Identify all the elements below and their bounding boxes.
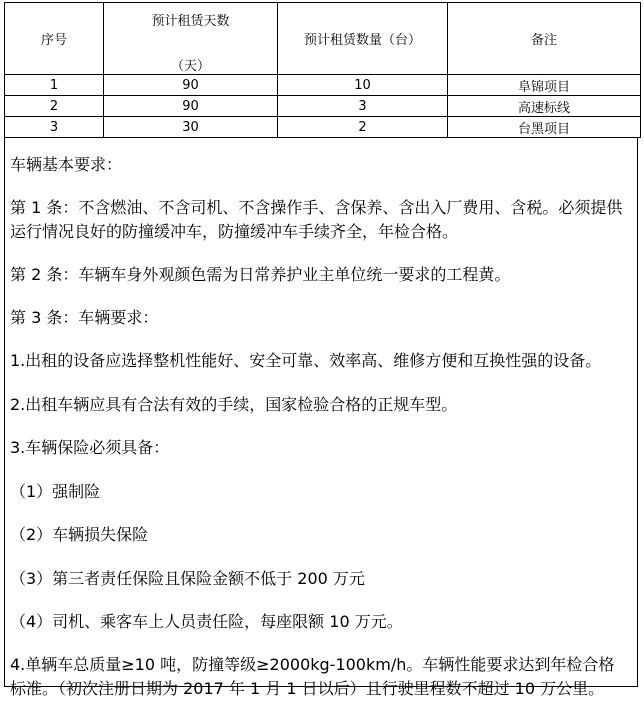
table-row — [5, 117, 641, 138]
header-remark: 备注 — [448, 3, 641, 75]
clause-2: 第 2 条：车辆车身外观颜色需为日常养护业主单位统一要求的工程黄。 — [10, 265, 511, 284]
cell-index: 3 — [5, 117, 104, 138]
header-days-line1: 预计租赁天数 — [151, 14, 230, 29]
requirement-item-3: 3.车辆保险必须具备： — [10, 438, 170, 457]
cell-index: 1 — [5, 75, 104, 96]
requirement-item-2: 2.出租车辆应具有合法有效的手续，国家检验合格的正规车型。 — [10, 395, 458, 414]
insurance-item-2: （2）车辆损失保险 — [10, 525, 149, 544]
cell-qty: 10 — [278, 75, 448, 96]
table-header-row — [5, 3, 641, 75]
cell-days: 30 — [104, 117, 278, 138]
cell-remark: 高速标线 — [448, 96, 641, 117]
clause-1: 第 1 条：不含燃油、不含司机、不含操作手、含保养、含出入厂费用、含税。必须提供运行情况良好的防撞缓冲车，防撞缓冲车手续齐全，年检合格。 — [10, 198, 623, 241]
cell-qty: 3 — [278, 96, 448, 117]
header-days — [104, 3, 278, 75]
header-days-line2: （天） — [170, 59, 210, 74]
requirement-item-1: 1.出租的设备应选择整机性能好、安全可靠、效率高、维修方便和互换性强的设备。 — [10, 351, 602, 370]
insurance-item-3: （3）第三者责任保险且保险金额不低于 200 万元 — [10, 569, 365, 588]
requirements-title: 车辆基本要求： — [10, 155, 123, 174]
table-row — [5, 96, 641, 117]
requirement-item-4: 4.单辆车总质量≥10 吨，防撞等级≥2000kg-100km/h。车辆性能要求达到年检合格标准。（初次注册日期为 2017 年 1 月 1 日以后）且行驶里程数不超过 10 万公里。 — [10, 655, 615, 698]
cell-qty: 2 — [278, 117, 448, 138]
cell-remark: 阜锦项目 — [448, 75, 641, 96]
table-row — [5, 75, 641, 96]
insurance-item-4: （4）司机、乘客车上人员责任险，每座限额 10 万元。 — [10, 612, 403, 631]
header-index: 序号 — [5, 3, 104, 75]
header-qty: 预计租赁数量（台） — [278, 3, 448, 75]
rental-table — [4, 2, 641, 138]
clause-3: 第 3 条：车辆要求： — [10, 308, 159, 327]
cell-days: 90 — [104, 75, 278, 96]
cell-remark: 台黑项目 — [448, 117, 641, 138]
insurance-item-1: （1）强制险 — [10, 482, 101, 501]
cell-index: 2 — [5, 96, 104, 117]
cell-days: 90 — [104, 96, 278, 117]
